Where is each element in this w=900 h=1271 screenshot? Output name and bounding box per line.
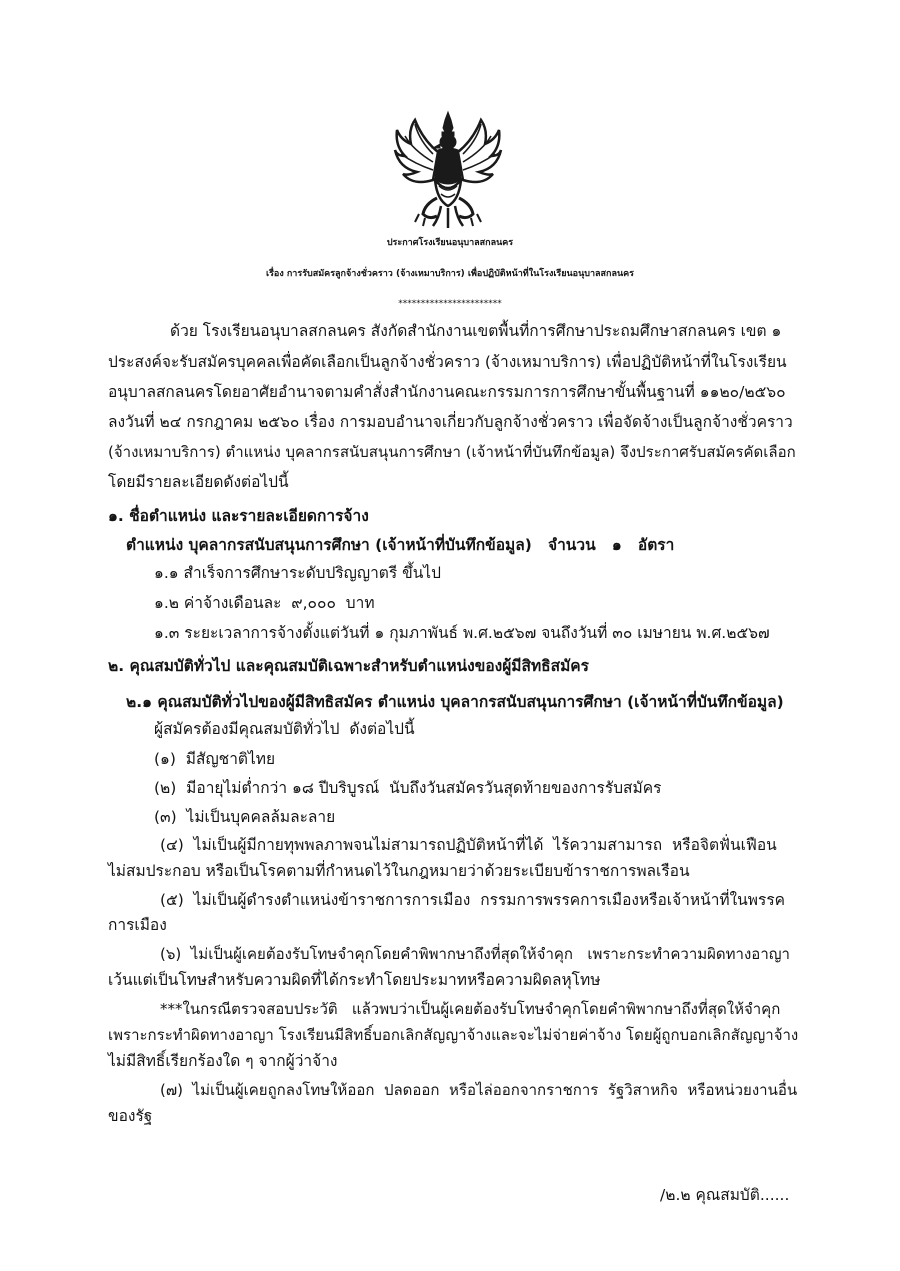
qualification-item-cont: เว้นแต่เป็นโทษสำหรับความผิดที่ได้กระทำโดยประมาทหรือความผิดลหุโทษ [108, 971, 601, 989]
continued-footer: /๒.๒ คุณสมบัติ...... [660, 1186, 790, 1204]
qualification-item: (๓) ไม่เป็นบุคคลล้มละลาย [154, 808, 336, 826]
section1-position: ตำแหน่ง บุคลากรสนับสนุนการศึกษา (เจ้าหน้าที่บันทึกข้อมูล) [126, 536, 532, 554]
qualification-item: (๕) ไม่เป็นผู้ดำรงตำแหน่งข้าราชการการเมือง กรรมการพรรคการเมืองหรือเจ้าหน้าที่ในพรรค [160, 891, 786, 909]
intro-line: ด้วย โรงเรียนอนุบาลสกลนคร สังกัดสำนักงานเขตพื้นที่การศึกษาประถมศึกษาสกลนคร เขต ๑ [170, 322, 782, 340]
criminal-record-note-cont: ไม่มีสิทธิ์เรียกร้องใด ๆ จากผู้ว่าจ้าง [108, 1052, 338, 1070]
qualification-item: (๔) ไม่เป็นผู้มีกายทุพพลภาพจนไม่สามารถปฏิบัติหน้าที่ได้ ไร้ความสามารถ หรือจิตฟั่นเฟือน [160, 836, 777, 854]
intro-line: ประสงค์จะรับสมัครบุคคลเพื่อคัดเลือกเป็นลูกจ้างชั่วคราว (จ้างเหมาบริการ) เพื่อปฏิบัติหน้าที่ในโรงเรียน [108, 353, 787, 371]
separator-stars: *********************** [398, 299, 502, 309]
section2-heading: ๒. คุณสมบัติทั่วไป และคุณสมบัติเฉพาะสำหรับตำแหน่งของผู้มีสิทธิสมัคร [108, 657, 589, 675]
qualification-item: (๖) ไม่เป็นผู้เคยต้องรับโทษจำคุกโดยคำพิพากษาถึงที่สุดให้จำคุก เพราะกระทำความผิดทางอาญา [160, 945, 790, 963]
qualification-item: (๑) มีสัญชาติไทย [154, 750, 276, 768]
section1-item: ๑.๒ ค่าจ้างเดือนละ ๙,๐๐๐ บาท [154, 594, 375, 612]
section1-item: ๑.๑ สำเร็จการศึกษาระดับปริญญาตรี ขึ้นไป [154, 564, 441, 582]
section1-count: จำนวน ๑ อัตรา [548, 536, 675, 554]
section2-subheading: ๒.๑ คุณสมบัติทั่วไปของผู้มีสิทธิสมัคร ตำแหน่ง บุคลากรสนับสนุนการศึกษา (เจ้าหน้าที่บันทึกข้อมูล) [126, 693, 784, 711]
criminal-record-note: ***ในกรณีตรวจสอบประวัติ แล้วพบว่าเป็นผู้เคยต้องรับโทษจำคุกโดยคำพิพากษาถึงที่สุดให้จำคุก [160, 1000, 781, 1018]
qualification-item: (๒) มีอายุไม่ต่ำกว่า ๑๘ ปีบริบูรณ์ นับถึงวันสมัครวันสุดท้ายของการรับสมัคร [154, 779, 662, 797]
criminal-record-note-cont: เพราะกระทำผิดทางอาญา โรงเรียนมีสิทธิ์บอกเลิกสัญญาจ้างและจะไม่จ่ายค่าจ้าง โดยผู้ถูกบอกเลิกสัญญาจ้าง [108, 1026, 799, 1044]
intro-line: (จ้างเหมาบริการ) ตำแหน่ง บุคลากรสนับสนุนการศึกษา (เจ้าหน้าที่บันทึกข้อมูล) จึงประกาศรับสมัครคัดเลือก [108, 443, 796, 461]
section1-heading: ๑. ชื่อตำแหน่ง และรายละเอียดการจ้าง [108, 507, 369, 525]
qualification-lead: ผู้สมัครต้องมีคุณสมบัติทั่วไป ดังต่อไปนี้ [154, 720, 415, 738]
section1-item: ๑.๓ ระยะเวลาการจ้างตั้งแต่วันที่ ๑ กุมภาพันธ์ พ.ศ.๒๕๖๗ จนถึงวันที่ ๓๐ เมษายน พ.ศ.๒๕๖๗ [154, 624, 770, 642]
intro-line: ลงวันที่ ๒๔ กรกฎาคม ๒๕๖๐ เรื่อง การมอบอำนาจเกี่ยวกับลูกจ้างชั่วคราว เพื่อจัดจ้างเป็นลูกจ้างชั่วคราว [108, 413, 793, 431]
intro-line: โดยมีรายละเอียดดังต่อไปนี้ [108, 473, 289, 491]
qualification-item-cont: ของรัฐ [108, 1107, 153, 1125]
announcement-title: ประกาศโรงเรียนอนุบาลสกลนคร [386, 238, 514, 248]
intro-line: อนุบาลสกลนครโดยอาศัยอำนาจตามคำสั่งสำนักงานคณะกรรมการการศึกษาขั้นพื้นฐานที่ ๑๑๒๐/๒๕๖๐ [108, 383, 786, 401]
qualification-item-cont: การเมือง [108, 916, 167, 934]
announcement-subject: เรื่อง การรับสมัครลูกจ้างชั่วคราว (จ้างเหมาบริการ) เพื่อปฏิบัติหน้าที่ในโรงเรียนอนุบาลสกลนคร [266, 269, 634, 279]
garuda-emblem [393, 110, 503, 230]
qualification-item-cont: ไม่สมประกอบ หรือเป็นโรคตามที่กำหนดไว้ในกฎหมายว่าด้วยระเบียบข้าราชการพลเรือน [108, 862, 690, 880]
qualification-item: (๗) ไม่เป็นผู้เคยถูกลงโทษให้ออก ปลดออก หรือไล่ออกจากราชการ รัฐวิสาหกิจ หรือหน่วยงานอื่น [160, 1081, 798, 1099]
